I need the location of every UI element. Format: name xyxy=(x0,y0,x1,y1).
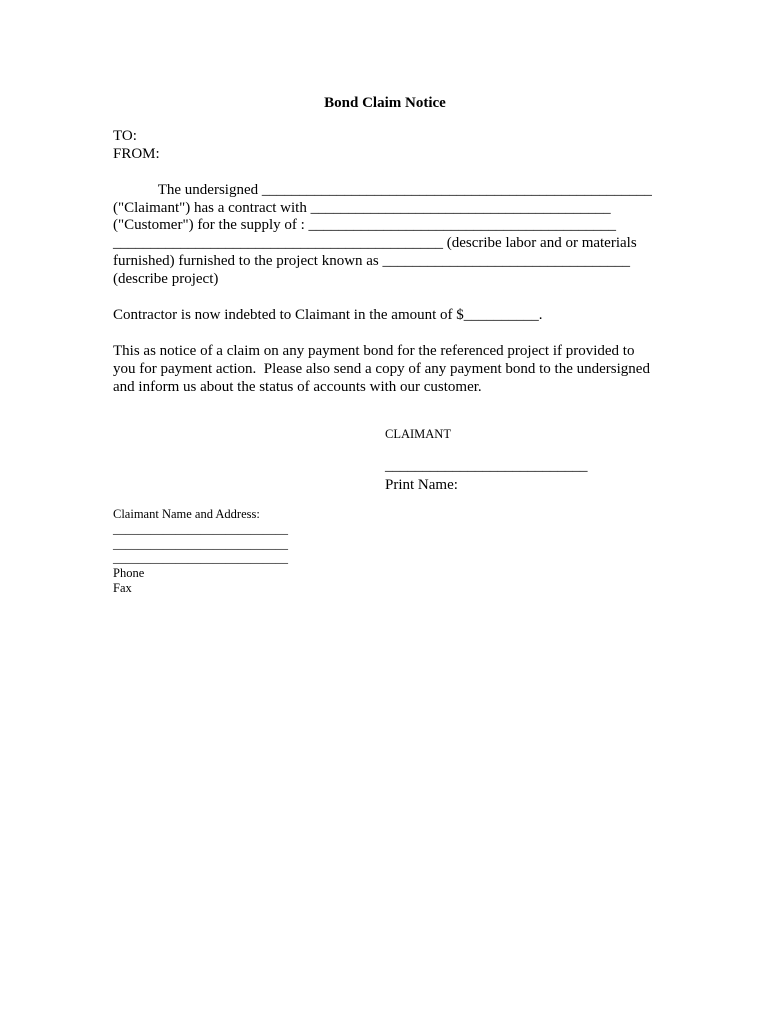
phone-label: Phone xyxy=(113,566,145,580)
fax-label: Fax xyxy=(113,581,132,595)
claimant-name-address-label: Claimant Name and Address: xyxy=(113,507,260,521)
indebted-amount-line: Contractor is now indebted to Claimant in the amount of $__________. xyxy=(113,307,543,323)
claimant-address-line-1: ____________________________ xyxy=(113,522,288,536)
claimant-paragraph-line-3: ("Customer") for the supply of : _________________________________________ xyxy=(113,217,617,233)
to-label: TO: xyxy=(113,128,137,144)
claimant-paragraph-line-5: furnished) furnished to the project known as _________________________________ xyxy=(113,253,631,269)
claimant-paragraph-line-1: The undersigned ____________________________________________________ xyxy=(113,182,652,198)
claimant-paragraph-line-6: (describe project) xyxy=(113,271,219,287)
claimant-signature-label: CLAIMANT xyxy=(385,427,451,441)
document-title: Bond Claim Notice xyxy=(324,95,446,111)
notice-line-1: This as notice of a claim on any payment bond for the referenced project if provided to xyxy=(113,343,635,359)
notice-line-2: you for payment action. Please also send a copy of any payment bond to the undersigned xyxy=(113,361,650,377)
claimant-address-line-3: ____________________________ xyxy=(113,551,288,565)
claimant-paragraph-line-4: ____________________________________________ (describe labor and or materials xyxy=(113,235,637,251)
claimant-address-line-2: ____________________________ xyxy=(113,537,288,551)
from-label: FROM: xyxy=(113,146,160,162)
print-name-label: Print Name: xyxy=(385,477,458,493)
notice-line-3: and inform us about the status of accounts with our customer. xyxy=(113,379,482,395)
signature-line: ___________________________ xyxy=(385,458,588,474)
claimant-paragraph-line-2: ("Claimant") has a contract with ________________________________________ xyxy=(113,200,611,216)
